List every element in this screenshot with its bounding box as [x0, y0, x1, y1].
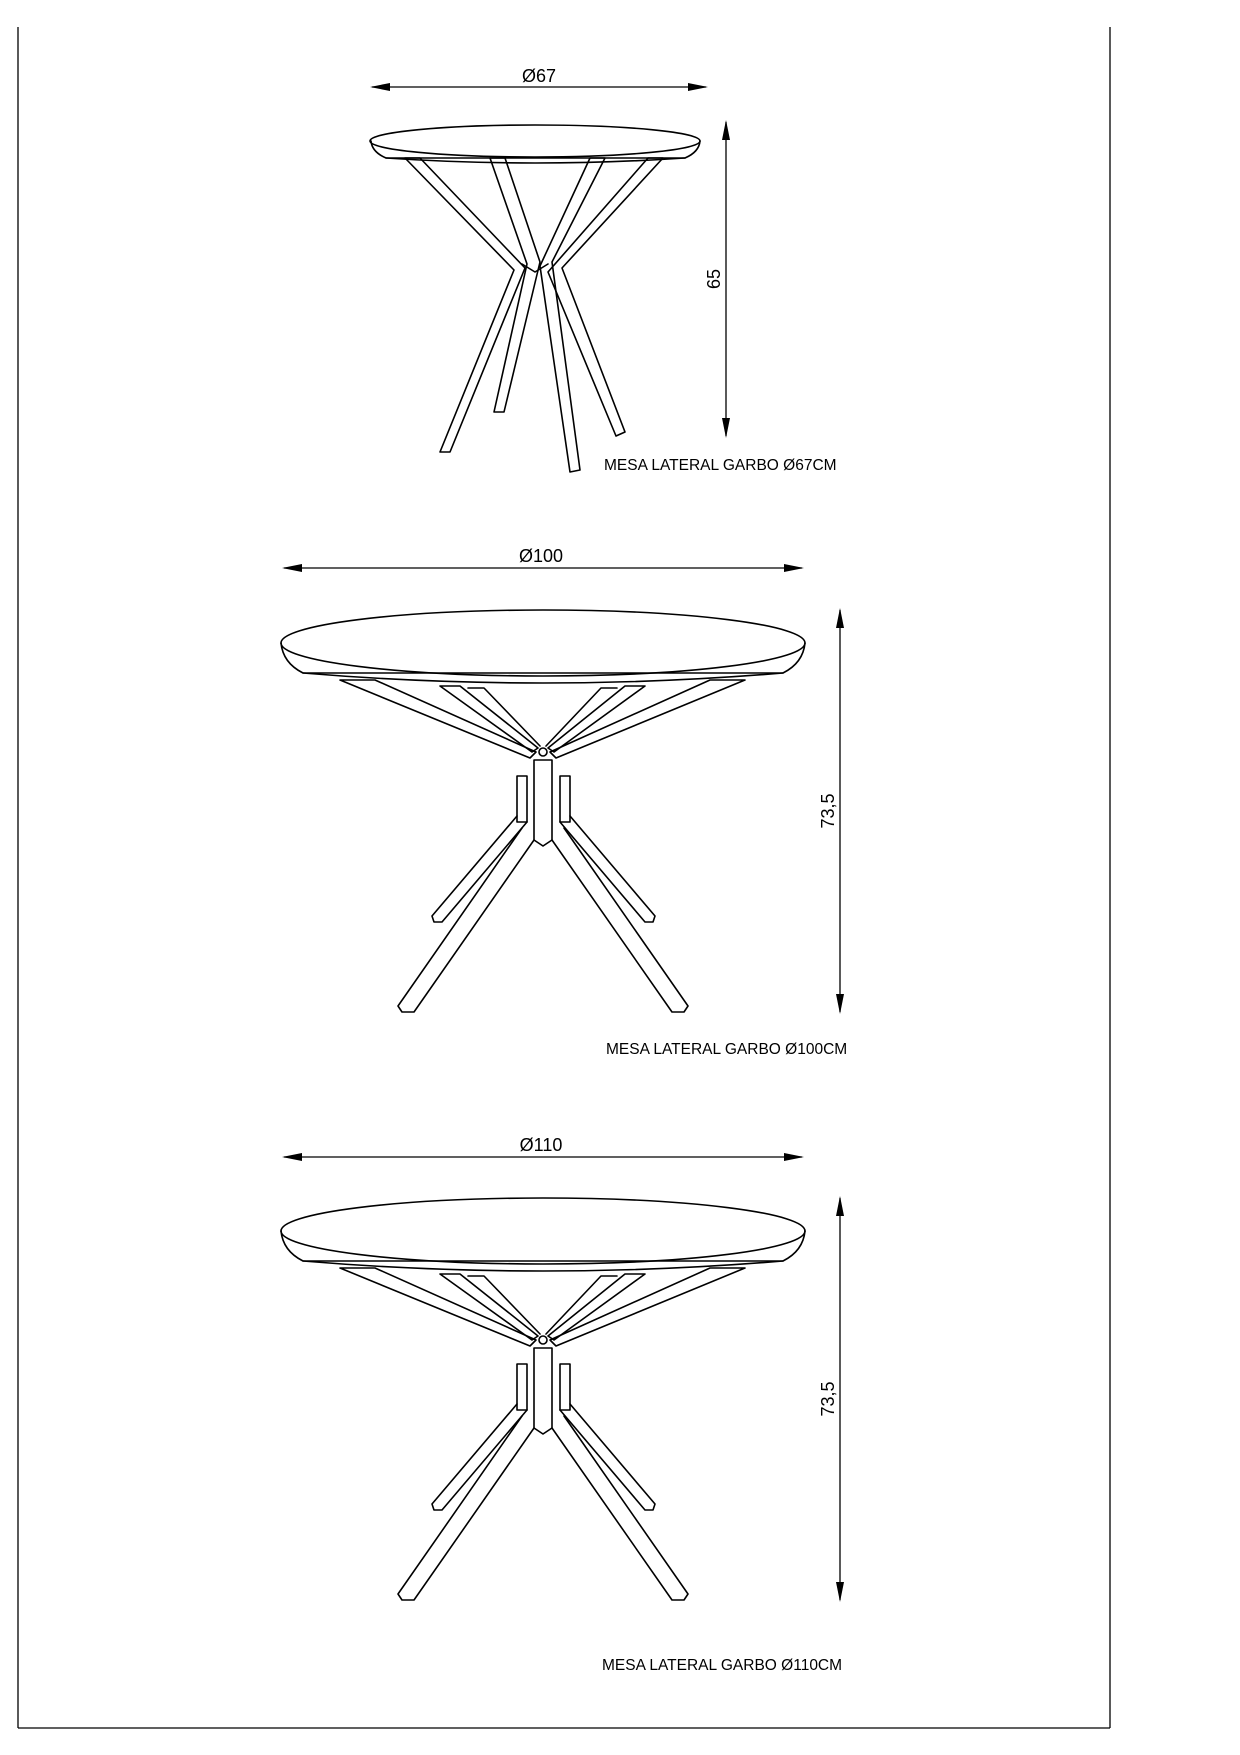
diameter-dimension-110: [282, 1135, 804, 1161]
legs-100: [340, 680, 745, 1012]
table-drawing-67: [370, 66, 837, 474]
height-label: 73,5: [818, 793, 838, 829]
tabletop-100: [281, 610, 805, 683]
caption: MESA LATERAL GARBO Ø100CM: [606, 1041, 848, 1058]
caption: MESA LATERAL GARBO Ø110CM: [602, 1657, 843, 1674]
sheet-frame: [18, 27, 1110, 1728]
table-drawing-110: [281, 1135, 844, 1674]
diameter-label: Ø100: [518, 546, 564, 566]
diameter-label: Ø67: [521, 66, 557, 86]
height-label: 73,5: [818, 1381, 838, 1417]
legs-110: [340, 1268, 745, 1600]
diameter-dimension-67: [370, 66, 708, 91]
height-dimension-100: [818, 608, 844, 1014]
legs-67: [405, 158, 663, 472]
table-drawing-100: [281, 546, 847, 1058]
height-dimension-110: [818, 1196, 844, 1602]
height-dimension-67: [704, 120, 730, 438]
diameter-dimension-100: [282, 546, 804, 572]
caption: MESA LATERAL GARBO Ø67CM: [604, 457, 837, 474]
tabletop-110: [281, 1198, 805, 1271]
diameter-label: Ø110: [519, 1135, 563, 1155]
height-label: 65: [704, 268, 724, 290]
